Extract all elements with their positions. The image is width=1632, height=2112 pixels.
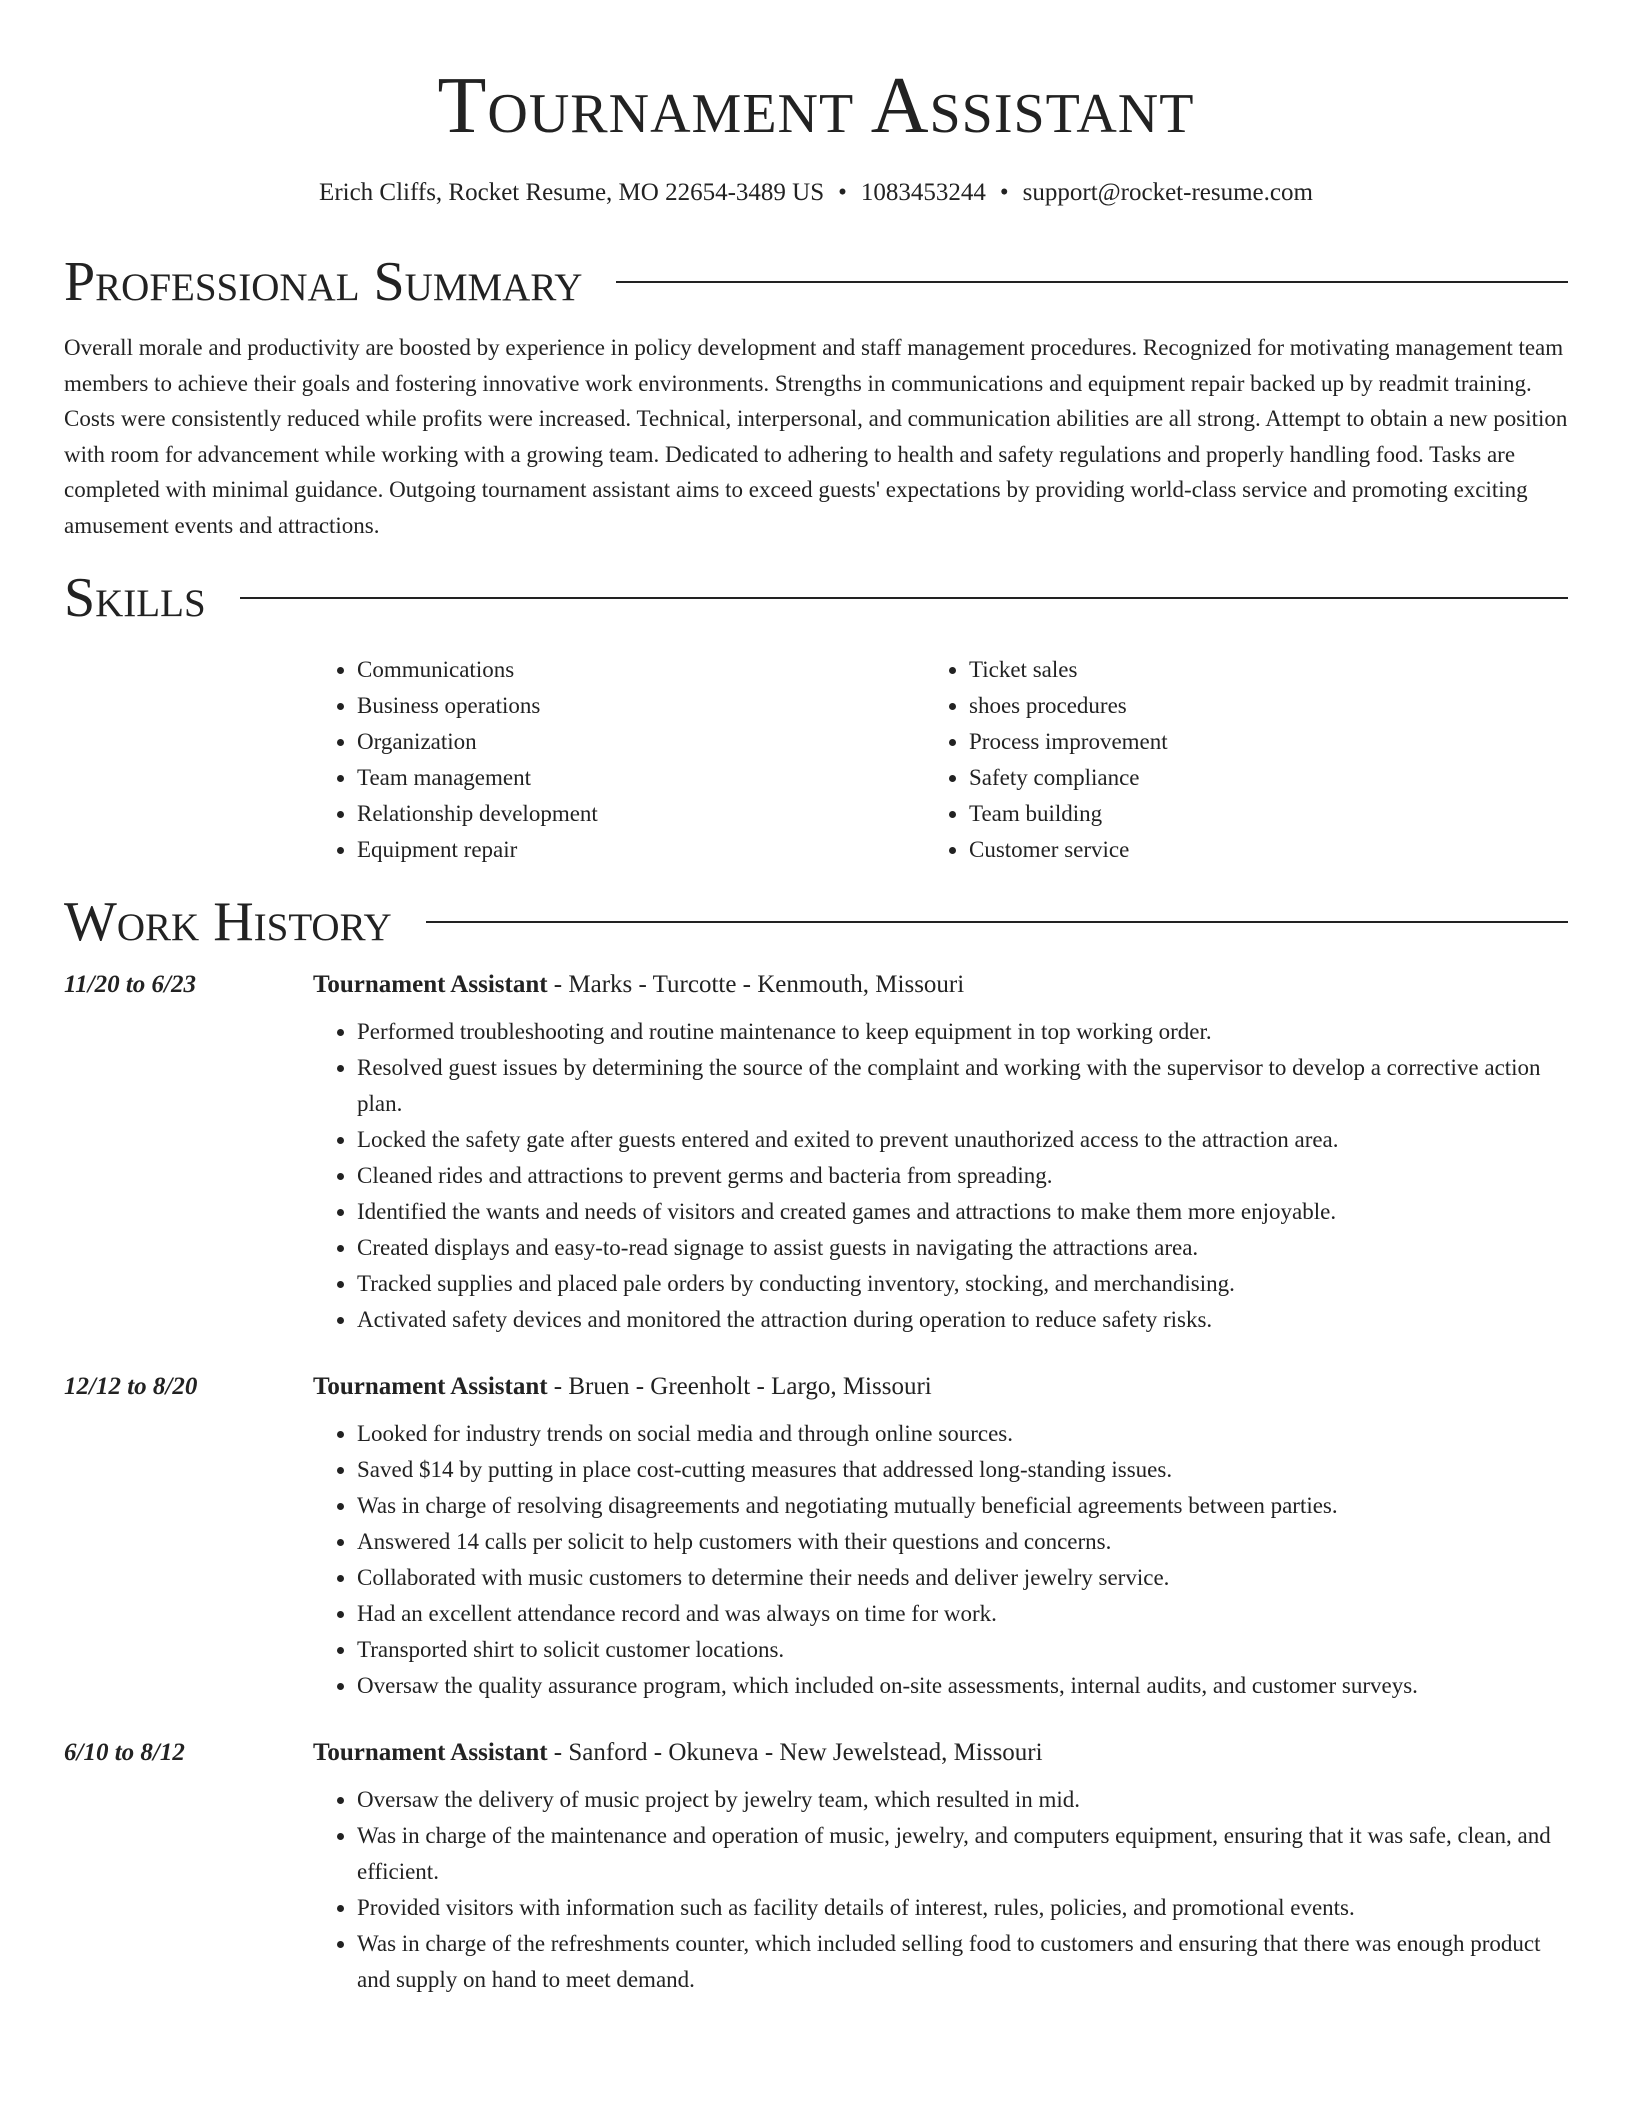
contact-address: Erich Cliffs, Rocket Resume, MO 22654-3489 US: [319, 179, 825, 206]
section-divider: [426, 921, 1568, 923]
skills-list: [313, 652, 1568, 868]
contact-separator: •: [999, 179, 1009, 206]
job-dates: 11/20 to 6/23: [64, 970, 196, 998]
section-divider: [616, 281, 1568, 283]
job-employer: - Bruen - Greenholt - Largo, Missouri: [547, 1372, 932, 1400]
summary-text: Overall morale and productivity are boosted by experience in policy development and staff management procedures. Recognized for motivating management team members to achieve their goals and fostering innovative work environments. Strengths in communications and equipment repair backed up by readmit training. Costs were consistently reduced while profits were increased. Technical, interpersonal, and communication abilities are all strong. Attempt to obtain a new position with room for advancement while working with a growing team. Dedicated to adhering to health and safety regulations and properly handling food. Tasks are completed with minimal guidance. Outgoing tournament assistant aims to exceed guests' expectations by providing world-class service and promoting exciting amusement events and attractions.: [64, 335, 1568, 538]
skill-item: • Relationship development: [357, 796, 925, 832]
skill-item: • Communications: [357, 652, 925, 688]
job-employer: - Marks - Turcotte - Kenmouth, Missouri: [547, 970, 965, 998]
skill-item: • Equipment repair: [357, 832, 925, 868]
job-title: Tournament Assistant: [313, 970, 548, 998]
duty-item: • Provided visitors with information such as facility details of interest, rules, policies, and promotional events.: [357, 1890, 1568, 1926]
job-duties: [313, 1014, 1568, 1338]
skill-item: • Customer service: [969, 832, 1537, 868]
duty-item: • Had an excellent attendance record and was always on time for work.: [357, 1596, 1568, 1632]
skill-item: • Safety compliance: [969, 760, 1537, 796]
duty-item: • Saved $14 by putting in place cost-cutting measures that addressed long-standing issues.: [357, 1452, 1568, 1488]
skill-item: • Team building: [969, 796, 1537, 832]
duty-item: • Transported shirt to solicit customer locations.: [357, 1632, 1568, 1668]
job-entry: [64, 970, 1568, 1338]
duty-item: • Locked the safety gate after guests entered and exited to prevent unauthorized access to the attraction area.: [357, 1122, 1568, 1158]
duty-item: • Activated safety devices and monitored the attraction during operation to reduce safety risks.: [357, 1302, 1568, 1338]
skill-item: • Business operations: [357, 688, 925, 724]
work-section-header: [64, 890, 1568, 953]
duty-item: • Cleaned rides and attractions to prevent germs and bacteria from spreading.: [357, 1158, 1568, 1194]
summary-section-header: [64, 251, 1568, 313]
skill-item: • Ticket sales: [969, 652, 1537, 688]
job-entry: [64, 1738, 1568, 1998]
work-heading: Work History: [64, 890, 392, 953]
skills-column-right: [925, 652, 1537, 868]
skills-heading: Skills: [64, 566, 206, 629]
duty-item: • Collaborated with music customers to determine their needs and deliver jewelry service.: [357, 1560, 1568, 1596]
job-title: Tournament Assistant: [313, 1372, 548, 1400]
duty-item: • Oversaw the quality assurance program, which included on-site assessments, internal audits, and customer surveys.: [357, 1668, 1568, 1704]
duty-item: • Was in charge of resolving disagreements and negotiating mutually beneficial agreements between parties.: [357, 1488, 1568, 1524]
contact-line: [64, 178, 1568, 208]
skill-item: • Organization: [357, 724, 925, 760]
duty-item: • Tracked supplies and placed pale orders by conducting inventory, stocking, and merchandising.: [357, 1266, 1568, 1302]
job-duties: [313, 1782, 1568, 1998]
duty-item: • Created displays and easy-to-read signage to assist guests in navigating the attractions area.: [357, 1230, 1568, 1266]
section-divider: [240, 597, 1568, 599]
duty-item: • Oversaw the delivery of music project by jewelry team, which resulted in mid.: [357, 1782, 1568, 1818]
skill-item: • Team management: [357, 760, 925, 796]
duty-item: • Identified the wants and needs of visitors and created games and attractions to make them more enjoyable.: [357, 1194, 1568, 1230]
contact-separator: •: [838, 179, 847, 206]
contact-phone: 1083453244: [860, 179, 986, 206]
duty-item: • Performed troubleshooting and routine maintenance to keep equipment in top working order.: [357, 1014, 1568, 1050]
duty-item: • Resolved guest issues by determining the source of the complaint and working with the supervisor to develop a corrective action plan.: [357, 1050, 1568, 1122]
duty-item: • Answered 14 calls per solicit to help customers with their questions and concerns.: [357, 1524, 1568, 1560]
job-title: Tournament Assistant: [313, 1738, 548, 1766]
job-header: [64, 1372, 1568, 1402]
skills-column-left: [313, 652, 925, 868]
duty-item: • Was in charge of the refreshments counter, which included selling food to customers and ensuring that there was enough product and supply on hand to meet demand.: [357, 1926, 1568, 1998]
job-duties: [313, 1416, 1568, 1704]
resume-title: Tournament Assistant: [437, 62, 1195, 150]
duty-item: • Looked for industry trends on social media and through online sources.: [357, 1416, 1568, 1452]
job-header: [64, 970, 1568, 1000]
skill-item: • shoes procedures: [969, 688, 1537, 724]
job-header: [64, 1738, 1568, 1768]
skill-item: • Process improvement: [969, 724, 1537, 760]
job-dates: 6/10 to 8/12: [64, 1738, 185, 1766]
contact-email: support@rocket-resume.com: [1022, 179, 1313, 206]
summary-heading: Professional Summary: [64, 251, 583, 313]
skills-section-header: [64, 566, 1568, 629]
job-dates: 12/12 to 8/20: [64, 1372, 198, 1400]
duty-item: • Was in charge of the maintenance and operation of music, jewelry, and computers equipment, ensuring that it was safe, clean, and efficient.: [357, 1818, 1568, 1890]
job-entry: [64, 1372, 1568, 1704]
job-employer: - Sanford - Okuneva - New Jewelstead, Missouri: [547, 1738, 1043, 1766]
